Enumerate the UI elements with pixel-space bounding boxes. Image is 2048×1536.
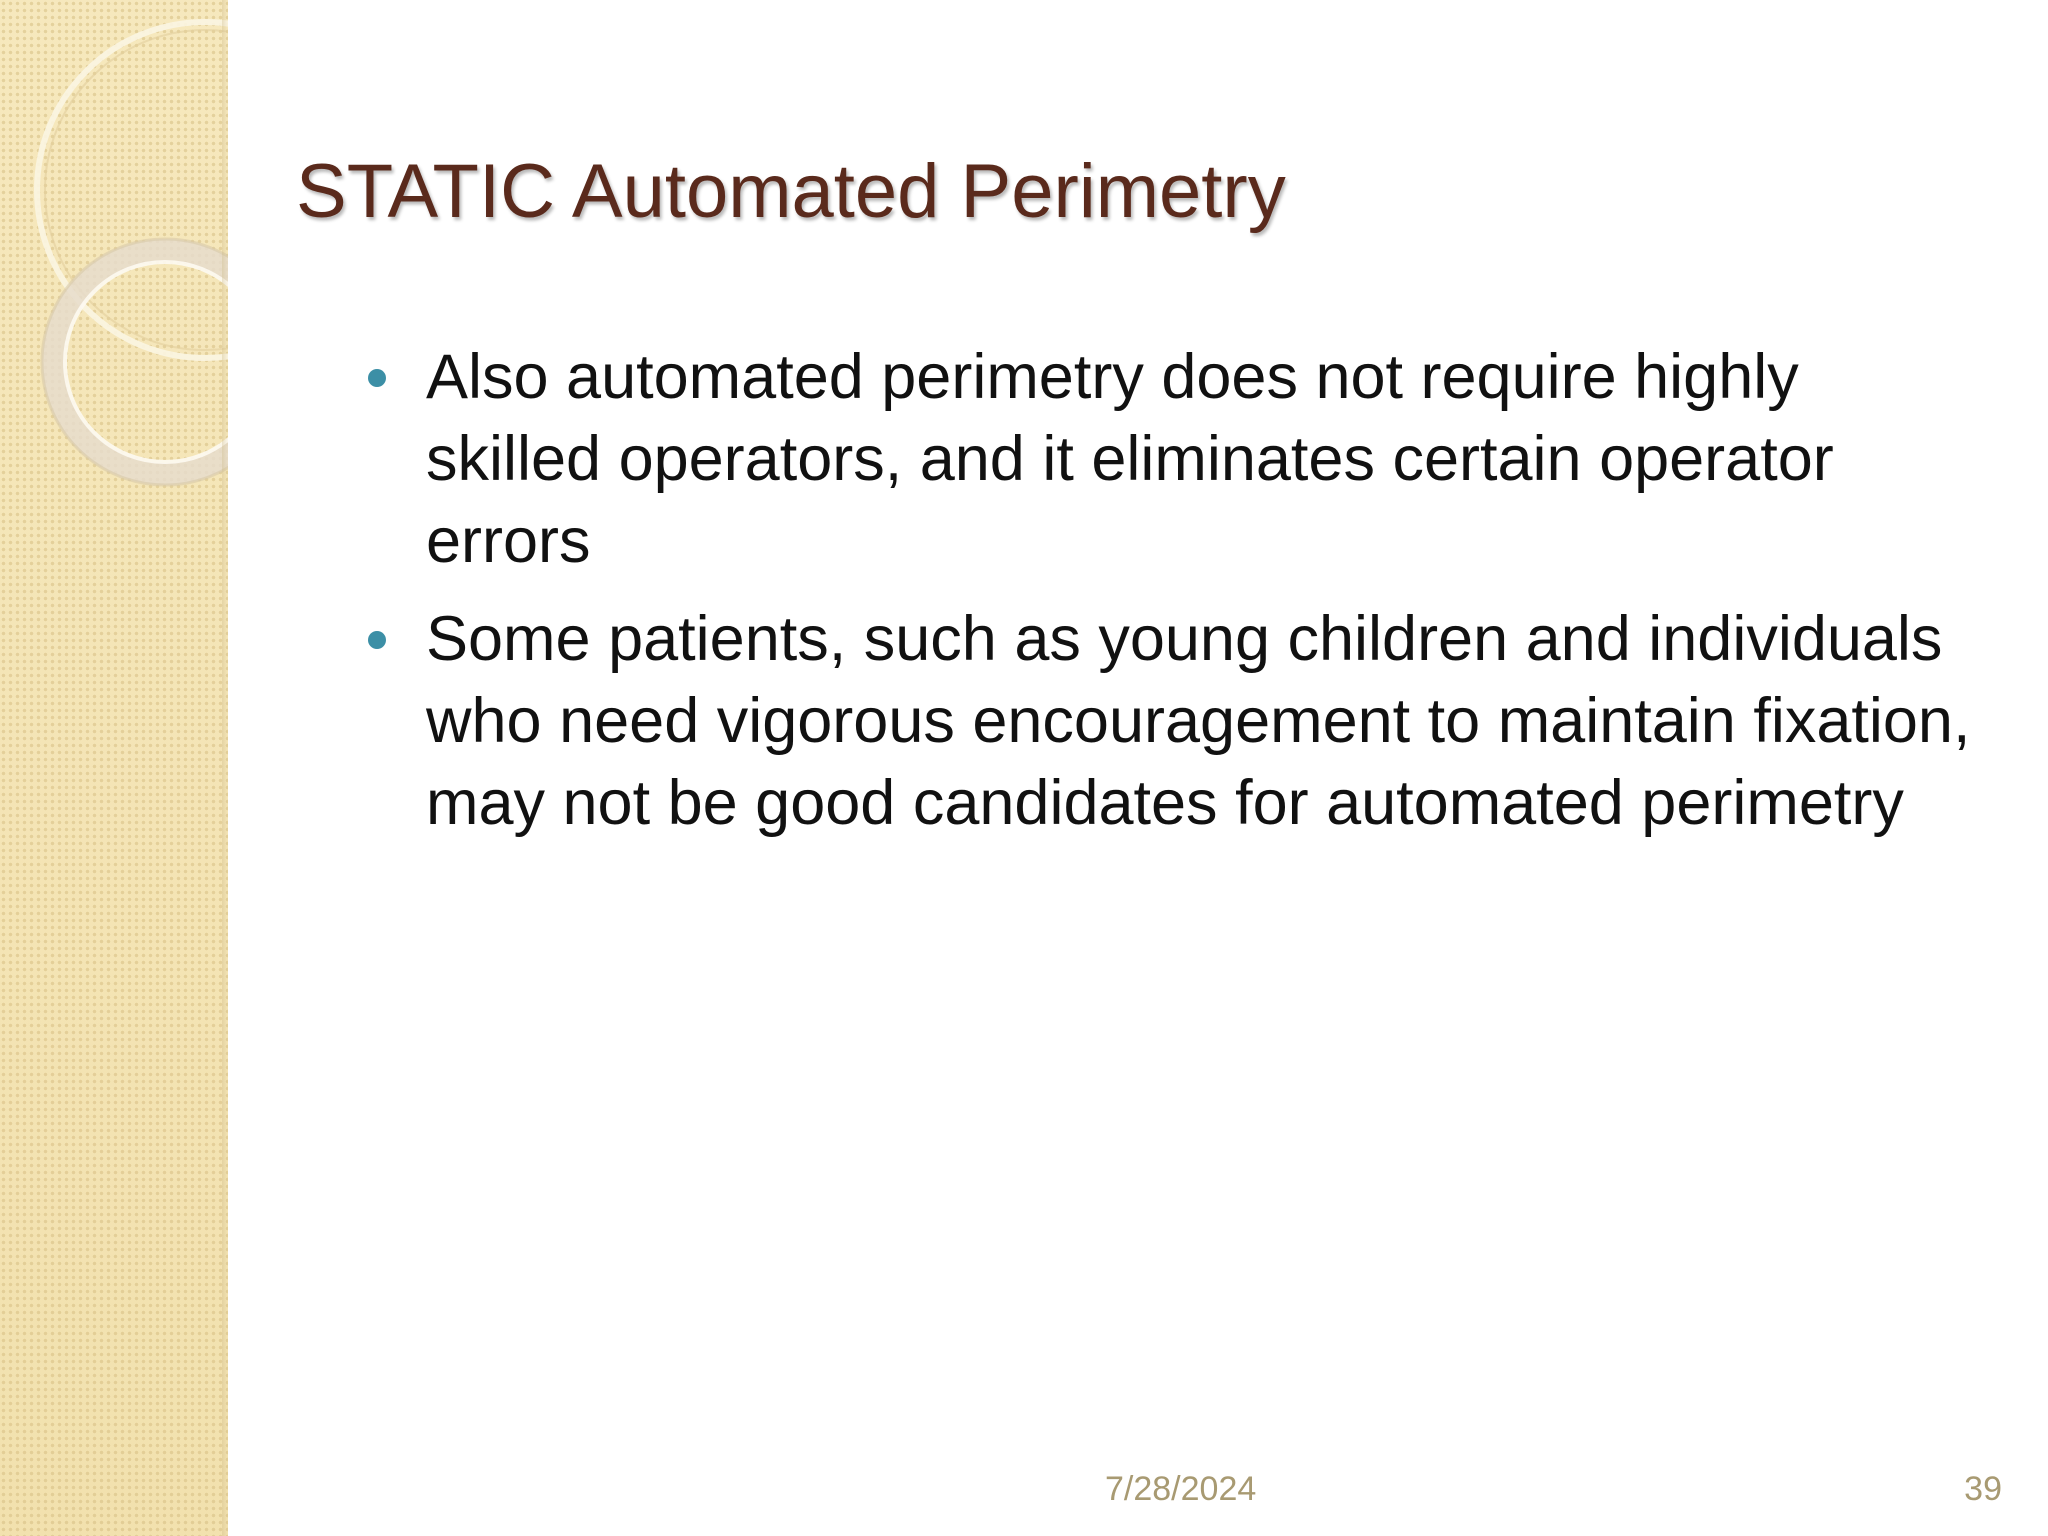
decorative-side-panel	[0, 0, 228, 1536]
bullet-dot-icon	[368, 631, 386, 649]
bullet-text: Some patients, such as young children and individuals who need vigorous encouragement to maintain fixation, may not be good candidates for automated perimetry	[426, 604, 1971, 838]
bullet-item	[362, 598, 1982, 844]
bullet-text: Also automated perimetry does not require highly skilled operators, and it eliminates certain operator errors	[426, 342, 1834, 576]
bullet-item	[362, 336, 1982, 582]
slide-number: 39	[1964, 1470, 2002, 1508]
decorative-rings-icon	[0, 0, 228, 520]
slide-title: STATIC Automated Perimetry	[296, 149, 1286, 234]
bullet-list	[362, 336, 1982, 860]
footer-date: 7/28/2024	[1105, 1470, 1257, 1508]
bullet-dot-icon	[368, 369, 386, 387]
side-panel-edge	[222, 0, 228, 1536]
